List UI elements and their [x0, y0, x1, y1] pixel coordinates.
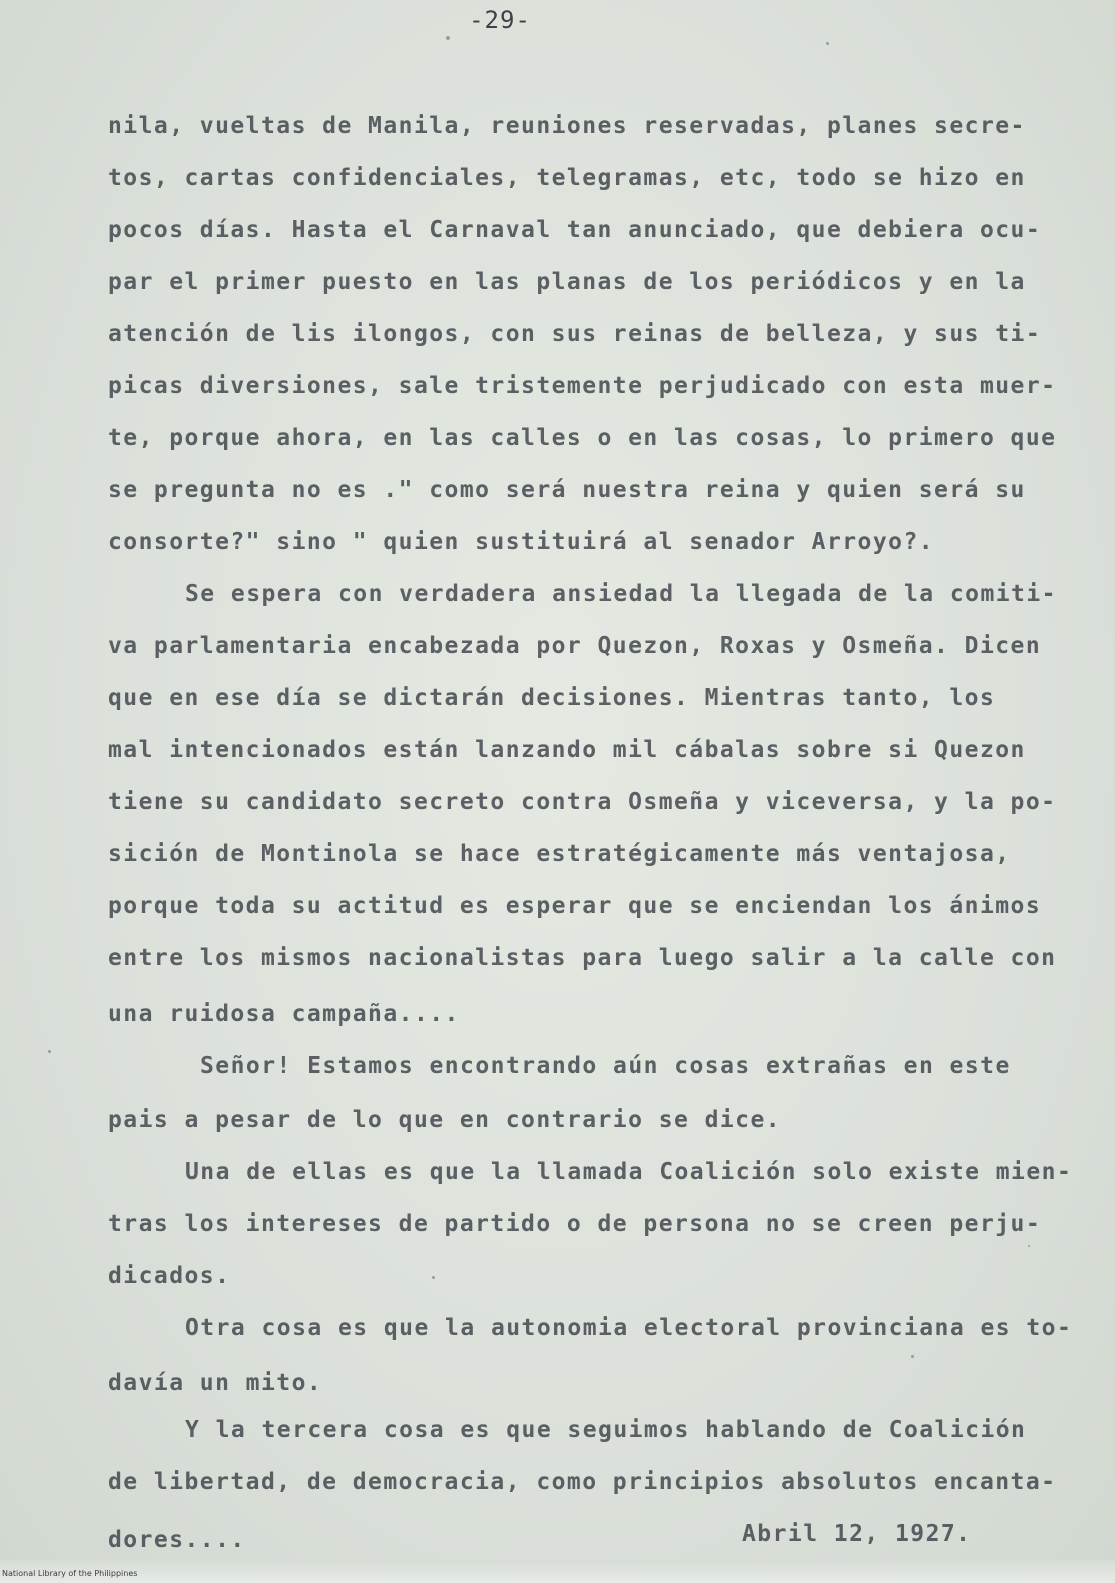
text-line: sición de Montinola se hace estratégicamente más ventajosa, [108, 841, 1011, 867]
text-line: par el primer puesto en las planas de los periódicos y en la [108, 269, 1026, 295]
text-line: de libertad, de democracia, como principios absolutos encanta- [108, 1469, 1057, 1495]
text-line: va parlamentaria encabezada por Quezon, Roxas y Osmeña. Dicen [108, 633, 1042, 659]
page-bottom-edge [0, 1560, 1115, 1583]
text-line: te, porque ahora, en las calles o en las cosas, lo primero que [108, 425, 1057, 451]
text-line: pais a pesar de lo que en contrario se dice. [108, 1107, 782, 1133]
paragraph-first-line: Otra cosa es que la autonomia electoral provinciana es to- [185, 1315, 1073, 1341]
text-line: dores.... [108, 1527, 246, 1553]
text-line: picas diversiones, sale tristemente perjudicado con esta muer- [108, 373, 1057, 399]
archive-footer: National Library of the Philippines [2, 1569, 138, 1578]
paper-speck [1028, 1245, 1030, 1247]
text-line: nila, vueltas de Manila, reuniones reservadas, planes secre- [108, 113, 1026, 139]
page-number: -29- [469, 6, 531, 34]
paper-speck [432, 1276, 435, 1279]
text-line: consorte?" sino " quien sustituirá al senador Arroyo?. [108, 529, 935, 555]
text-line: mal intencionados están lanzando mil cábalas sobre si Quezon [108, 737, 1026, 763]
text-line: entre los mismos nacionalistas para luego salir a la calle con [108, 945, 1057, 971]
text-line: atención de lis ilongos, con sus reinas de belleza, y sus ti- [108, 321, 1042, 347]
text-line: que en ese día se dictarán decisiones. Mientras tanto, los [108, 685, 996, 711]
date-signature: Abril 12, 1927. [742, 1521, 972, 1547]
paragraph-first-line: Se espera con verdadera ansiedad la llegada de la comiti- [185, 581, 1057, 607]
text-line: pocos días. Hasta el Carnaval tan anunciado, que debiera ocu- [108, 217, 1042, 243]
text-line: una ruidosa campaña.... [108, 1001, 460, 1027]
text-line: tiene su candidato secreto contra Osmeña y viceversa, y la po- [108, 789, 1057, 815]
text-line: tos, cartas confidenciales, telegramas, etc, todo se hizo en [108, 165, 1026, 191]
paragraph-first-line: Una de ellas es que la llamada Coalición solo existe mien- [185, 1159, 1073, 1185]
text-line: davía un mito. [108, 1370, 323, 1396]
paragraph-first-line: Y la tercera cosa es que seguimos hablando de Coalición [185, 1417, 1027, 1443]
paper-speck [446, 36, 450, 40]
paragraph-first-line: Señor! Estamos encontrando aún cosas extrañas en este [200, 1053, 1011, 1079]
paper-speck [911, 1355, 914, 1358]
text-line: dicados. [108, 1263, 231, 1289]
text-line: porque toda su actitud es esperar que se enciendan los ánimos [108, 893, 1042, 919]
paper-speck [826, 42, 829, 45]
paper-speck [48, 1050, 51, 1053]
text-line: tras los intereses de partido o de persona no se creen perju- [108, 1211, 1042, 1237]
text-line: se pregunta no es ." como será nuestra reina y quien será su [108, 477, 1026, 503]
